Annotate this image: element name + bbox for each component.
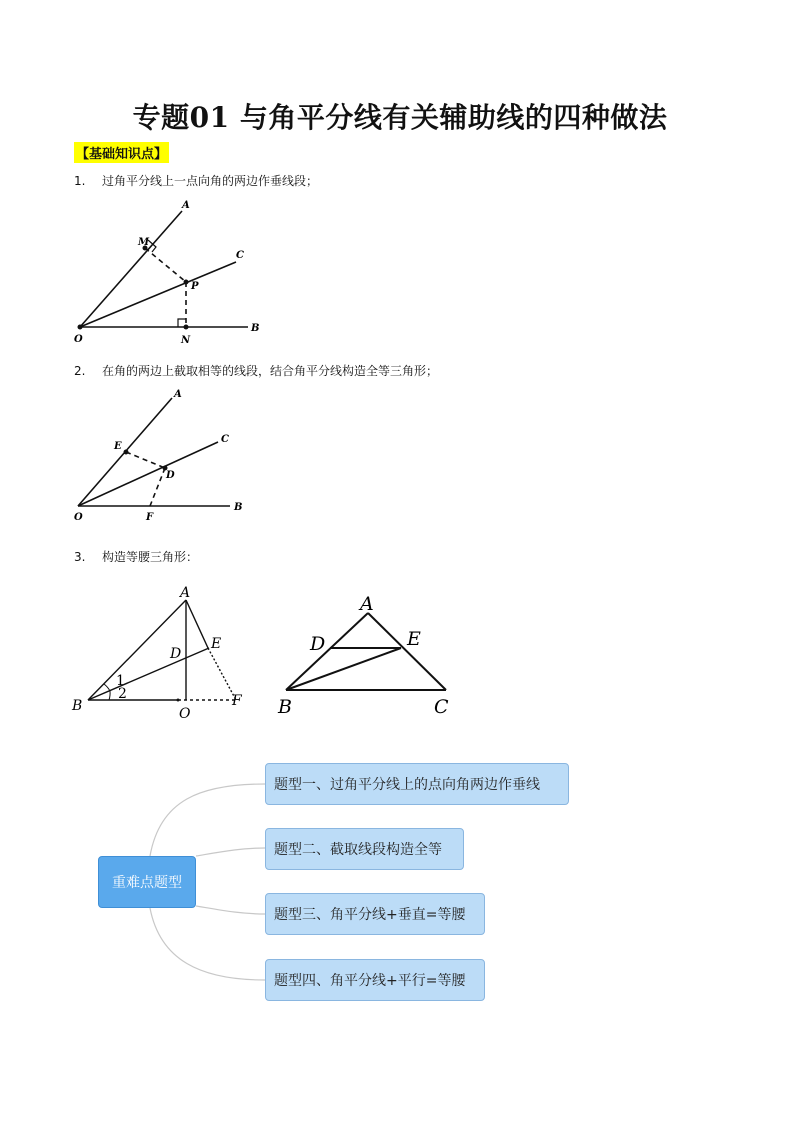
- item-text: 过角平分线上一点向角的两边作垂线段；: [102, 174, 319, 188]
- label-f: F: [146, 512, 154, 523]
- label-b: B: [251, 323, 260, 334]
- label-n: N: [181, 335, 191, 346]
- label-angle-1: 1: [116, 673, 125, 689]
- label-a: A: [182, 200, 190, 211]
- mindmap-branch-4: 题型四、角平分线+平行=等腰: [265, 959, 485, 1001]
- page-title: 专题01 与角平分线有关辅助线的四种做法: [132, 101, 668, 134]
- connector-2: [196, 848, 265, 856]
- label-o: O: [179, 706, 191, 722]
- label-m: M: [138, 237, 150, 248]
- label-a: A: [174, 389, 182, 400]
- label-a: A: [360, 593, 374, 615]
- label-b: B: [234, 502, 243, 513]
- item-number: 2.: [74, 364, 86, 378]
- label-b: B: [278, 696, 292, 718]
- item-number: 1.: [74, 174, 86, 188]
- label-o: O: [74, 512, 83, 523]
- label-angle-2: 2: [118, 686, 127, 702]
- label-p: P: [191, 281, 199, 292]
- label-c: C: [221, 434, 229, 445]
- label-d: D: [166, 470, 175, 481]
- mindmap-branch-3: 题型三、角平分线+垂直=等腰: [265, 893, 485, 935]
- item-text: 构造等腰三角形：: [102, 550, 199, 564]
- label-a: A: [180, 585, 191, 601]
- mindmap-root: 重难点题型: [98, 856, 196, 908]
- connector-3: [196, 906, 265, 914]
- label-f: F: [232, 693, 242, 709]
- connector-1: [150, 784, 265, 856]
- label-c: C: [236, 250, 244, 261]
- connector-4: [150, 908, 265, 980]
- label-e: E: [407, 628, 421, 650]
- mindmap-branch-2: 题型二、截取线段构造全等: [265, 828, 464, 870]
- label-o: O: [74, 334, 83, 345]
- label-b: B: [72, 698, 83, 714]
- label-d: D: [310, 633, 326, 655]
- label-d: D: [170, 646, 182, 662]
- label-e: E: [114, 441, 122, 452]
- label-c: C: [434, 696, 449, 718]
- mindmap-branch-1: 题型一、过角平分线上的点向角两边作垂线: [265, 763, 569, 805]
- label-e: E: [211, 636, 222, 652]
- item-text: 在角的两边上截取相等的线段，结合角平分线构造全等三角形；: [102, 364, 439, 378]
- section-tag: 【基础知识点】: [74, 142, 169, 163]
- item-number: 3.: [74, 550, 86, 564]
